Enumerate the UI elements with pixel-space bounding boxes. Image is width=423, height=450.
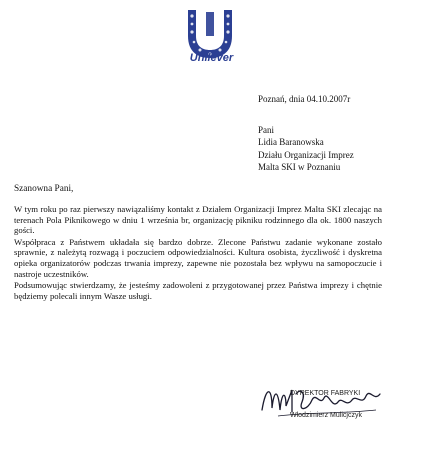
addressee-block: [258, 124, 354, 173]
date-line: Poznań, dnia 04.10.2007r: [258, 94, 351, 104]
signature-name: Włodzimierz Mulicjczyk: [290, 412, 362, 419]
brand-name: Unilever: [189, 52, 234, 64]
greeting: Szanowna Pani,: [14, 184, 74, 194]
signature-role: DYREKTOR FABRYKI: [290, 390, 361, 397]
letter-body: [14, 204, 382, 302]
body-paragraph: Podsumowując stwierdzamy, że jesteśmy zadowoleni z przygotowanej przez Państwa imprezy i chętnie będziemy polecali innym Wasze usługi.: [14, 280, 382, 301]
addressee-line: Lidia Baranowska: [258, 137, 324, 148]
body-paragraph: Współpraca z Państwem układała się bardzo dobrze. Zlecone Państwu zadanie wykonane zostało sprawnie, z należytą rozwagą i poczuciem odpowiedzialności. Kultura osobista, życzliwość i dyskretna opieka organizatorów podczas trwania imprezy, zapewne nie pozostała bez wpływu na samopoczucie i nastroje uczestników.: [14, 236, 382, 279]
body-paragraph: W tym roku po raz pierwszy nawiązaliśmy kontakt z Działem Organizacji Imprez Malta SKI zlecając na terenach Pola Piknikowego w dniu 1 września br, organizację pikniku rodzinnego dla ok. 1800 naszych gości.: [14, 204, 382, 236]
addressee-line: Pani: [258, 125, 275, 135]
addressee-line: Malta SKI w Poznaniu: [258, 161, 341, 172]
addressee-line: Działu Organizacji Imprez: [258, 149, 354, 160]
